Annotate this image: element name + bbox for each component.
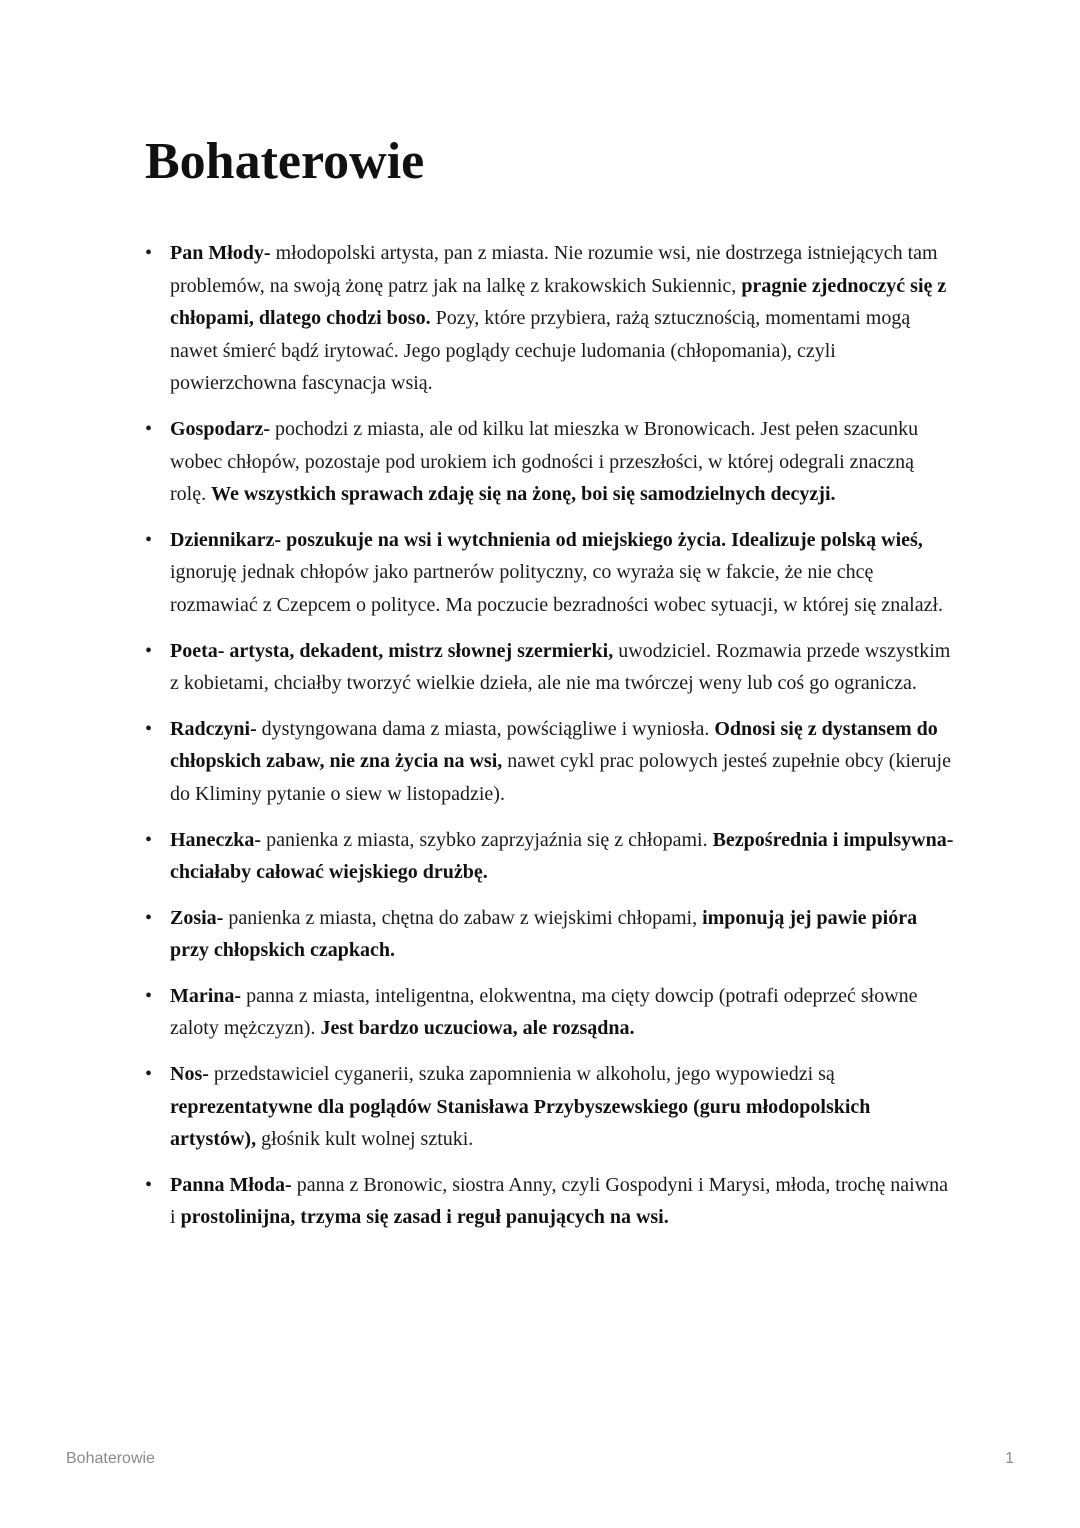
list-item-pan-mlody <box>145 237 955 400</box>
list-item-gospodarz <box>145 413 955 511</box>
page-title: Bohaterowie <box>145 133 425 190</box>
bold-text: pragnie zjednoczyć się z chłopami, dlatego chodzi boso. <box>170 274 947 330</box>
bullet-icon: • <box>145 1063 153 1086</box>
bold-text: We wszystkich sprawach zdaję się na żonę, boi się samodzielnych decyzji. <box>211 483 836 506</box>
body-text: Pozy, które przybiera, rażą sztucznością, momentami mogą nawet śmierć bądź irytować. Jego poglądy cechuje ludomania (chłopomania), czyli powierzchowna fascynacja wsią. <box>170 307 911 395</box>
list-item-radczyni <box>145 713 955 811</box>
list-item-dziennikarz <box>145 524 955 622</box>
bold-text: Jest bardzo uczuciowa, ale rozsądna. <box>320 1017 635 1040</box>
bullet-icon: • <box>145 906 153 929</box>
bullet-icon: • <box>145 828 153 851</box>
body-text: młodopolski artysta, pan z miasta. Nie rozumie wsi, nie dostrzega istniejących tam problemów, na swoją żonę patrz jak na lalkę z krakowskich Sukiennic, <box>170 242 938 297</box>
bold-text: Haneczka- <box>170 828 262 851</box>
body-text: dystyngowana dama z miasta, powściągliwe i wyniosła. <box>256 717 715 740</box>
body-text: ignoruję jednak chłopów jako partnerów polityczny, co wyraża się w fakcie, że nie chcę rozmawiać z Czepcem o polityce. Ma poczucie bezradności wobec sytuacji, w której się znalazł. <box>170 561 943 616</box>
bold-text: Pan Młody- <box>170 242 271 264</box>
bullet-icon: • <box>145 528 153 551</box>
body-text: przedstawiciel cyganerii, szuka zapomnienia w alkoholu, jego wypowiedzi są <box>208 1063 835 1086</box>
list-item-panna-mloda <box>145 1169 955 1234</box>
bold-text: Zosia- <box>170 906 224 929</box>
footer-title: Bohaterowie <box>66 1450 155 1467</box>
bold-text: Gospodarz- <box>170 417 270 440</box>
bullet-icon: • <box>145 639 153 662</box>
bold-text: Dziennikarz- poszukuje na wsi i wytchnienia od miejskiego życia. Idealizuje polską wieś, <box>170 528 923 551</box>
bullet-icon: • <box>145 417 153 440</box>
body-text: panienka z miasta, chętna do zabaw z wiejskimi chłopami, <box>223 906 703 929</box>
bold-text: Bezpośrednia i impulsywna- chciałaby całować wiejskiego drużbę. <box>170 828 954 884</box>
body-text: panna z Bronowic, siostra Anny, czyli Gospodyni i Marysi, młoda, trochę naiwna i <box>170 1173 949 1229</box>
bullet-icon: • <box>145 242 153 264</box>
bold-text: prostolinijna, trzyma się zasad i reguł panujących na wsi. <box>180 1206 669 1229</box>
list-item-marina <box>145 980 955 1045</box>
body-text: panna z miasta, inteligentna, elokwentna, ma cięty dowcip (potrafi odeprzeć słowne zaloty mężczyzn). <box>170 984 918 1040</box>
body-text: pochodzi z miasta, ale od kilku lat mieszka w Bronowicach. Jest pełen szacunku wobec chłopów, pozostaje pod urokiem ich godności i przeszłości, w której odegrali znaczną rolę. <box>170 417 919 506</box>
bullet-icon: • <box>145 717 153 740</box>
page-number: 1 <box>1005 1450 1014 1467</box>
list-item-zosia <box>145 902 955 967</box>
bullet-icon: • <box>145 1173 153 1196</box>
bold-text: Nos- <box>170 1063 209 1086</box>
body-text: nawet cykl prac polowych jesteś zupełnie obcy (kieruje do Kliminy pytanie o siew w listopadzie). <box>170 750 951 805</box>
bold-text: reprezentatywne dla poglądów Stanisława Przybyszewskiego (guru młodopolskich artystów), <box>170 1095 871 1151</box>
bold-text: Odnosi się z dystansem do chłopskich zabaw, nie zna życia na wsi, <box>170 717 938 773</box>
bullet-icon: • <box>145 984 153 1007</box>
bold-text: Radczyni- <box>170 717 257 740</box>
list-item-haneczka <box>145 824 955 889</box>
bold-text: Panna Młoda- <box>170 1173 292 1196</box>
body-text: głośnik kult wolnej sztuki. <box>256 1128 474 1151</box>
list-item-poeta <box>145 635 955 700</box>
body-text: uwodziciel. Rozmawia przede wszystkim z kobietami, chciałby tworzyć wielkie dzieła, ale nie ma twórczej weny lub coś go ogranicza. <box>170 639 951 695</box>
bold-text: Marina- <box>170 984 242 1007</box>
list-item-nos <box>145 1058 955 1156</box>
body-text: panienka z miasta, szybko zaprzyjaźnia się z chłopami. <box>261 828 713 851</box>
bold-text: Poeta- artysta, dekadent, mistrz słownej szermierki, <box>170 639 614 662</box>
character-list <box>145 237 955 1247</box>
bold-text: imponują jej pawie pióra przy chłopskich czapkach. <box>170 906 918 962</box>
